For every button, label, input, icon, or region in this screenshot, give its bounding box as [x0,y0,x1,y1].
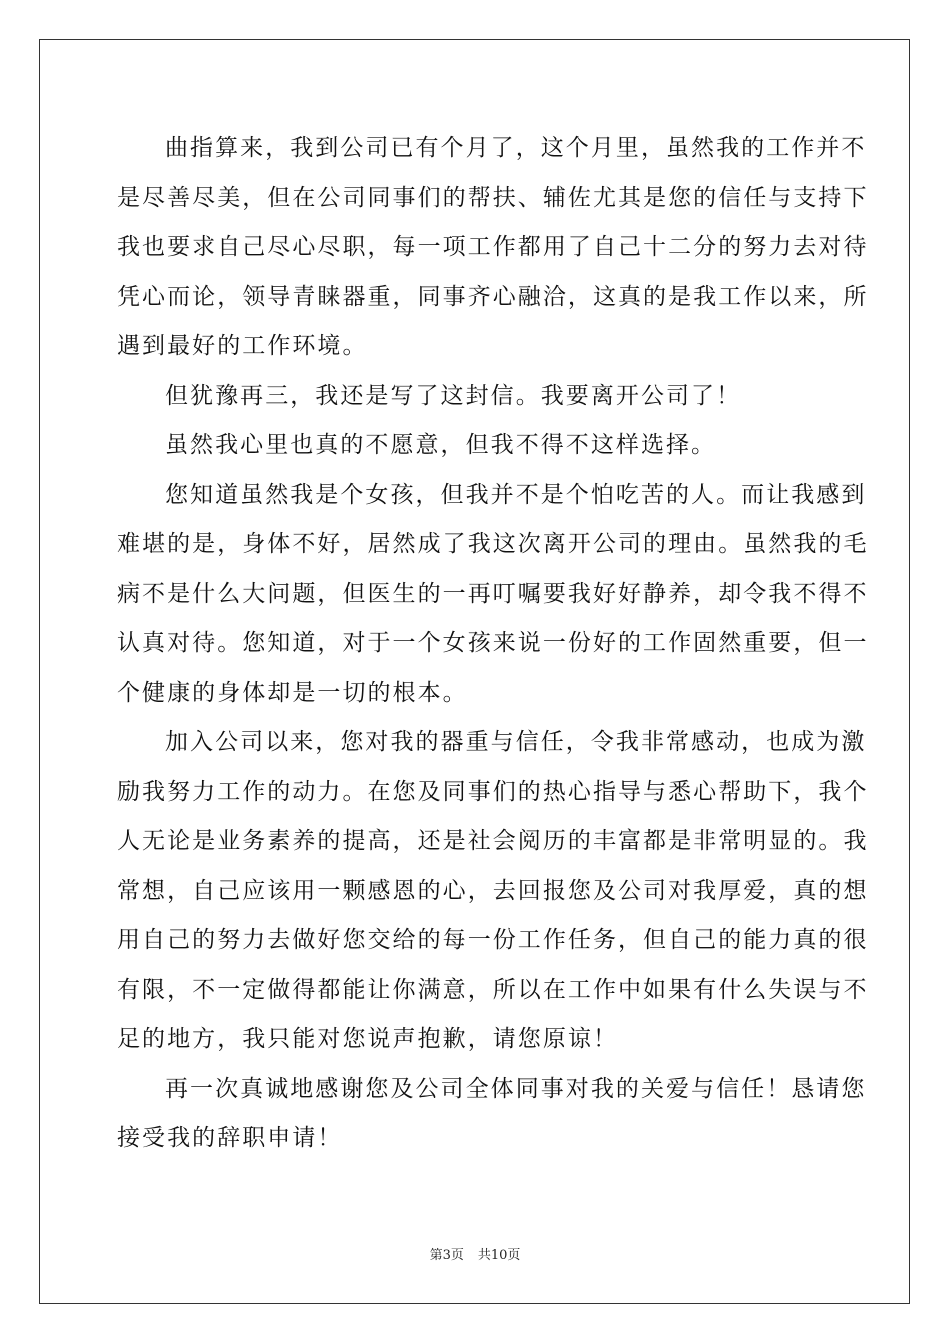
text-line: 认真对待。您知道，对于一个女孩来说一份好的工作固然重要，但一 [117,630,869,656]
paragraph [117,1065,867,1164]
text-line: 常想，自己应该用一颗感恩的心，去回报您及公司对我厚爱，真的想 [117,877,869,904]
text-line: 人无论是业务素养的提高，还是社会阅历的丰富都是非常明显的。我 [117,828,869,854]
letter-body [117,124,869,1164]
text-line: 您知道虽然我是个女孩，但我并不是个怕吃苦的人。而让我感到 [165,481,867,508]
text-line: 病不是什么大问题，但医生的一再叮嘱要我好好静养，却令我不得不 [117,580,869,607]
text-line: 曲指算来，我到公司已有个月了，这个月里，虽然我的工作并不 [165,135,867,161]
text-line: 我也要求自己尽心尽职，每一项工作都用了自己十二分的努力去对待 [117,234,869,260]
text-line: 接受我的辞职申请！ [117,1125,343,1151]
text-line: 凭心而论，领导青睐器重，同事齐心融洽，这真的是我工作以来，所 [117,283,869,310]
text-line: 用自己的努力去做好您交给的每一份工作任务，但自己的能力真的很 [117,927,869,953]
page-number: 第3页 [429,1248,464,1263]
paragraph [117,124,869,372]
text-line: 足的地方，我只能对您说声抱歉，请您原谅！ [117,1026,618,1052]
text-line: 励我努力工作的动力。在您及同事们的热心指导与悉心帮助下，我个 [117,778,869,805]
paragraph [117,421,833,471]
text-line: 是尽善尽美，但在公司同事们的帮扶、辅佐尤其是您的信任与支持下 [117,184,869,211]
text-line: 难堪的是，身体不好，居然成了我这次离开公司的理由。虽然我的毛 [117,531,869,557]
text-line: 遇到最好的工作环境。 [117,333,368,359]
paragraph [117,718,869,1065]
paragraph [117,471,869,719]
page-footer [0,1248,950,1264]
paragraph [117,372,833,422]
text-line: 加入公司以来，您对我的器重与信任，令我非常感动，也成为激 [165,729,867,755]
text-line: 有限，不一定做得都能让你满意，所以在工作中如果有什么失误与不 [117,976,869,1003]
page-total: 共10页 [477,1248,521,1263]
text-line: 再一次真诚地感谢您及公司全体同事对我的关爱与信任！恳请您 [165,1075,867,1102]
text-line: 虽然我心里也真的不愿意，但我不得不这样选择。 [165,432,717,458]
text-line: 个健康的身体却是一切的根本。 [117,679,468,706]
text-line: 但犹豫再三，我还是写了这封信。我要离开公司了！ [165,382,742,409]
